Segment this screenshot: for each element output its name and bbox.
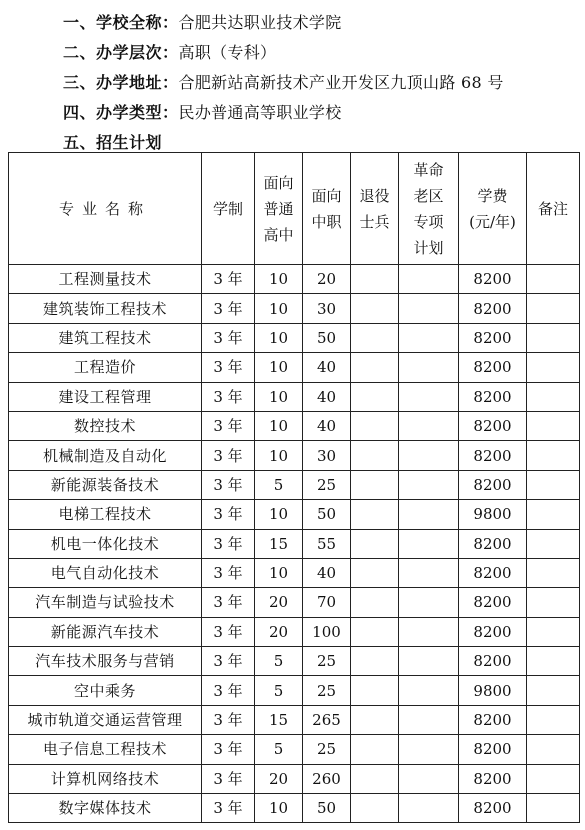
cell-veteran-count bbox=[351, 323, 399, 352]
cell-notes bbox=[527, 558, 580, 587]
cell-duration: 3 年 bbox=[202, 588, 255, 617]
cell-general-count: 5 bbox=[255, 470, 303, 499]
cell-duration: 3 年 bbox=[202, 794, 255, 823]
table-row bbox=[9, 500, 580, 529]
cell-notes bbox=[527, 470, 580, 499]
cell-tuition: 8200 bbox=[459, 294, 527, 323]
cell-veteran-count bbox=[351, 676, 399, 705]
header-notes: 备注 bbox=[527, 153, 580, 265]
cell-major-name: 新能源装备技术 bbox=[9, 470, 202, 499]
cell-general-count: 20 bbox=[255, 617, 303, 646]
cell-vocational-count: 70 bbox=[303, 588, 351, 617]
cell-duration: 3 年 bbox=[202, 265, 255, 294]
table-row bbox=[9, 794, 580, 823]
cell-general-count: 10 bbox=[255, 500, 303, 529]
cell-major-name: 机电一体化技术 bbox=[9, 529, 202, 558]
table-row bbox=[9, 353, 580, 382]
table-row bbox=[9, 382, 580, 411]
table-row bbox=[9, 676, 580, 705]
cell-duration: 3 年 bbox=[202, 558, 255, 587]
cell-major-name: 城市轨道交通运营管理 bbox=[9, 705, 202, 734]
cell-general-count: 10 bbox=[255, 382, 303, 411]
table-row bbox=[9, 558, 580, 587]
cell-revolution-count bbox=[399, 558, 459, 587]
cell-vocational-count: 100 bbox=[303, 617, 351, 646]
cell-general-count: 10 bbox=[255, 265, 303, 294]
table-row bbox=[9, 588, 580, 617]
cell-vocational-count: 20 bbox=[303, 265, 351, 294]
info-row-type bbox=[63, 98, 504, 128]
cell-duration: 3 年 bbox=[202, 647, 255, 676]
cell-general-count: 10 bbox=[255, 441, 303, 470]
cell-general-count: 5 bbox=[255, 676, 303, 705]
cell-vocational-count: 50 bbox=[303, 794, 351, 823]
cell-major-name: 新能源汽车技术 bbox=[9, 617, 202, 646]
cell-notes bbox=[527, 411, 580, 440]
cell-duration: 3 年 bbox=[202, 705, 255, 734]
cell-notes bbox=[527, 676, 580, 705]
cell-notes bbox=[527, 647, 580, 676]
cell-vocational-count: 40 bbox=[303, 558, 351, 587]
cell-revolution-count bbox=[399, 735, 459, 764]
header-revolutionary-area-plan: 革命老区专项计划 bbox=[399, 153, 459, 265]
cell-major-name: 计算机网络技术 bbox=[9, 764, 202, 793]
header-veterans: 退役士兵 bbox=[351, 153, 399, 265]
info-row-full-name bbox=[63, 8, 504, 38]
cell-notes bbox=[527, 529, 580, 558]
cell-major-name: 数控技术 bbox=[9, 411, 202, 440]
table-row bbox=[9, 470, 580, 499]
cell-vocational-count: 25 bbox=[303, 647, 351, 676]
cell-veteran-count bbox=[351, 558, 399, 587]
cell-veteran-count bbox=[351, 764, 399, 793]
cell-tuition: 8200 bbox=[459, 265, 527, 294]
cell-notes bbox=[527, 294, 580, 323]
cell-duration: 3 年 bbox=[202, 676, 255, 705]
cell-vocational-count: 55 bbox=[303, 529, 351, 558]
cell-veteran-count bbox=[351, 353, 399, 382]
cell-major-name: 工程造价 bbox=[9, 353, 202, 382]
cell-notes bbox=[527, 265, 580, 294]
header-vocational-school: 面向中职 bbox=[303, 153, 351, 265]
cell-veteran-count bbox=[351, 735, 399, 764]
table-row bbox=[9, 323, 580, 352]
cell-general-count: 15 bbox=[255, 705, 303, 734]
table-row bbox=[9, 647, 580, 676]
table-header-row bbox=[9, 153, 580, 265]
cell-tuition: 8200 bbox=[459, 382, 527, 411]
cell-tuition: 8200 bbox=[459, 470, 527, 499]
cell-notes bbox=[527, 617, 580, 646]
cell-tuition: 8200 bbox=[459, 617, 527, 646]
cell-revolution-count bbox=[399, 382, 459, 411]
cell-tuition: 8200 bbox=[459, 764, 527, 793]
cell-general-count: 10 bbox=[255, 794, 303, 823]
info-label: 四、办学类型： bbox=[63, 103, 179, 122]
cell-notes bbox=[527, 382, 580, 411]
cell-veteran-count bbox=[351, 470, 399, 499]
cell-general-count: 20 bbox=[255, 588, 303, 617]
cell-veteran-count bbox=[351, 265, 399, 294]
cell-major-name: 电气自动化技术 bbox=[9, 558, 202, 587]
cell-notes bbox=[527, 794, 580, 823]
info-value: 民办普通高等职业学校 bbox=[178, 103, 342, 122]
info-value: 合肥共达职业技术学院 bbox=[178, 13, 342, 32]
cell-revolution-count bbox=[399, 705, 459, 734]
cell-general-count: 15 bbox=[255, 529, 303, 558]
cell-tuition: 8200 bbox=[459, 353, 527, 382]
cell-veteran-count bbox=[351, 794, 399, 823]
info-row-level bbox=[63, 38, 504, 68]
info-row-address bbox=[63, 68, 504, 98]
cell-revolution-count bbox=[399, 353, 459, 382]
cell-tuition: 8200 bbox=[459, 558, 527, 587]
table-row bbox=[9, 764, 580, 793]
cell-tuition: 8200 bbox=[459, 705, 527, 734]
cell-duration: 3 年 bbox=[202, 294, 255, 323]
header-major-name: 专业名称 bbox=[9, 153, 202, 265]
cell-general-count: 10 bbox=[255, 411, 303, 440]
header-general-high-school: 面向普通高中 bbox=[255, 153, 303, 265]
cell-notes bbox=[527, 500, 580, 529]
cell-notes bbox=[527, 588, 580, 617]
cell-vocational-count: 50 bbox=[303, 500, 351, 529]
cell-veteran-count bbox=[351, 294, 399, 323]
cell-vocational-count: 40 bbox=[303, 382, 351, 411]
cell-general-count: 10 bbox=[255, 558, 303, 587]
cell-revolution-count bbox=[399, 676, 459, 705]
section-heading: 五、招生计划 bbox=[63, 133, 163, 152]
cell-tuition: 9800 bbox=[459, 500, 527, 529]
table-row bbox=[9, 735, 580, 764]
header-tuition: 学费(元/年) bbox=[459, 153, 527, 265]
table-row bbox=[9, 705, 580, 734]
info-value: 高职（专科） bbox=[178, 43, 277, 62]
cell-veteran-count bbox=[351, 411, 399, 440]
cell-duration: 3 年 bbox=[202, 411, 255, 440]
cell-major-name: 汽车技术服务与营销 bbox=[9, 647, 202, 676]
cell-vocational-count: 265 bbox=[303, 705, 351, 734]
cell-revolution-count bbox=[399, 588, 459, 617]
table-row bbox=[9, 411, 580, 440]
cell-tuition: 9800 bbox=[459, 676, 527, 705]
cell-veteran-count bbox=[351, 705, 399, 734]
cell-duration: 3 年 bbox=[202, 529, 255, 558]
cell-major-name: 数字媒体技术 bbox=[9, 794, 202, 823]
cell-duration: 3 年 bbox=[202, 470, 255, 499]
cell-duration: 3 年 bbox=[202, 500, 255, 529]
cell-veteran-count bbox=[351, 529, 399, 558]
cell-major-name: 建设工程管理 bbox=[9, 382, 202, 411]
cell-duration: 3 年 bbox=[202, 441, 255, 470]
cell-major-name: 汽车制造与试验技术 bbox=[9, 588, 202, 617]
cell-major-name: 工程测量技术 bbox=[9, 265, 202, 294]
cell-general-count: 10 bbox=[255, 353, 303, 382]
cell-veteran-count bbox=[351, 588, 399, 617]
cell-general-count: 10 bbox=[255, 294, 303, 323]
cell-revolution-count bbox=[399, 500, 459, 529]
info-label: 一、学校全称： bbox=[63, 13, 179, 32]
cell-revolution-count bbox=[399, 647, 459, 676]
cell-tuition: 8200 bbox=[459, 529, 527, 558]
cell-vocational-count: 25 bbox=[303, 470, 351, 499]
cell-duration: 3 年 bbox=[202, 353, 255, 382]
cell-vocational-count: 40 bbox=[303, 411, 351, 440]
cell-veteran-count bbox=[351, 500, 399, 529]
school-info bbox=[63, 8, 504, 158]
cell-vocational-count: 30 bbox=[303, 441, 351, 470]
cell-revolution-count bbox=[399, 764, 459, 793]
cell-vocational-count: 260 bbox=[303, 764, 351, 793]
table-row bbox=[9, 441, 580, 470]
cell-revolution-count bbox=[399, 265, 459, 294]
cell-general-count: 20 bbox=[255, 764, 303, 793]
info-label: 二、办学层次： bbox=[63, 43, 179, 62]
cell-notes bbox=[527, 323, 580, 352]
info-value: 合肥新站高新技术产业开发区九顶山路 68 号 bbox=[178, 73, 504, 92]
cell-tuition: 8200 bbox=[459, 441, 527, 470]
cell-notes bbox=[527, 764, 580, 793]
cell-vocational-count: 25 bbox=[303, 676, 351, 705]
cell-revolution-count bbox=[399, 441, 459, 470]
cell-notes bbox=[527, 735, 580, 764]
cell-vocational-count: 50 bbox=[303, 323, 351, 352]
table-row bbox=[9, 265, 580, 294]
table-row bbox=[9, 617, 580, 646]
cell-vocational-count: 30 bbox=[303, 294, 351, 323]
cell-veteran-count bbox=[351, 441, 399, 470]
cell-vocational-count: 40 bbox=[303, 353, 351, 382]
cell-revolution-count bbox=[399, 470, 459, 499]
cell-major-name: 建筑装饰工程技术 bbox=[9, 294, 202, 323]
cell-duration: 3 年 bbox=[202, 735, 255, 764]
cell-tuition: 8200 bbox=[459, 794, 527, 823]
cell-revolution-count bbox=[399, 294, 459, 323]
cell-revolution-count bbox=[399, 529, 459, 558]
cell-veteran-count bbox=[351, 647, 399, 676]
cell-tuition: 8200 bbox=[459, 411, 527, 440]
cell-duration: 3 年 bbox=[202, 323, 255, 352]
cell-veteran-count bbox=[351, 617, 399, 646]
cell-veteran-count bbox=[351, 382, 399, 411]
cell-major-name: 电子信息工程技术 bbox=[9, 735, 202, 764]
cell-duration: 3 年 bbox=[202, 617, 255, 646]
cell-general-count: 5 bbox=[255, 647, 303, 676]
cell-notes bbox=[527, 705, 580, 734]
cell-notes bbox=[527, 353, 580, 382]
enrollment-plan-table bbox=[8, 152, 580, 823]
cell-major-name: 机械制造及自动化 bbox=[9, 441, 202, 470]
cell-tuition: 8200 bbox=[459, 588, 527, 617]
cell-revolution-count bbox=[399, 617, 459, 646]
cell-major-name: 空中乘务 bbox=[9, 676, 202, 705]
cell-general-count: 10 bbox=[255, 323, 303, 352]
cell-general-count: 5 bbox=[255, 735, 303, 764]
cell-duration: 3 年 bbox=[202, 382, 255, 411]
cell-major-name: 电梯工程技术 bbox=[9, 500, 202, 529]
table-row bbox=[9, 294, 580, 323]
cell-tuition: 8200 bbox=[459, 735, 527, 764]
cell-vocational-count: 25 bbox=[303, 735, 351, 764]
cell-major-name: 建筑工程技术 bbox=[9, 323, 202, 352]
header-duration: 学制 bbox=[202, 153, 255, 265]
cell-tuition: 8200 bbox=[459, 323, 527, 352]
cell-revolution-count bbox=[399, 323, 459, 352]
cell-duration: 3 年 bbox=[202, 764, 255, 793]
cell-tuition: 8200 bbox=[459, 647, 527, 676]
table-row bbox=[9, 529, 580, 558]
cell-revolution-count bbox=[399, 794, 459, 823]
cell-revolution-count bbox=[399, 411, 459, 440]
info-label: 三、办学地址： bbox=[63, 73, 179, 92]
cell-notes bbox=[527, 441, 580, 470]
